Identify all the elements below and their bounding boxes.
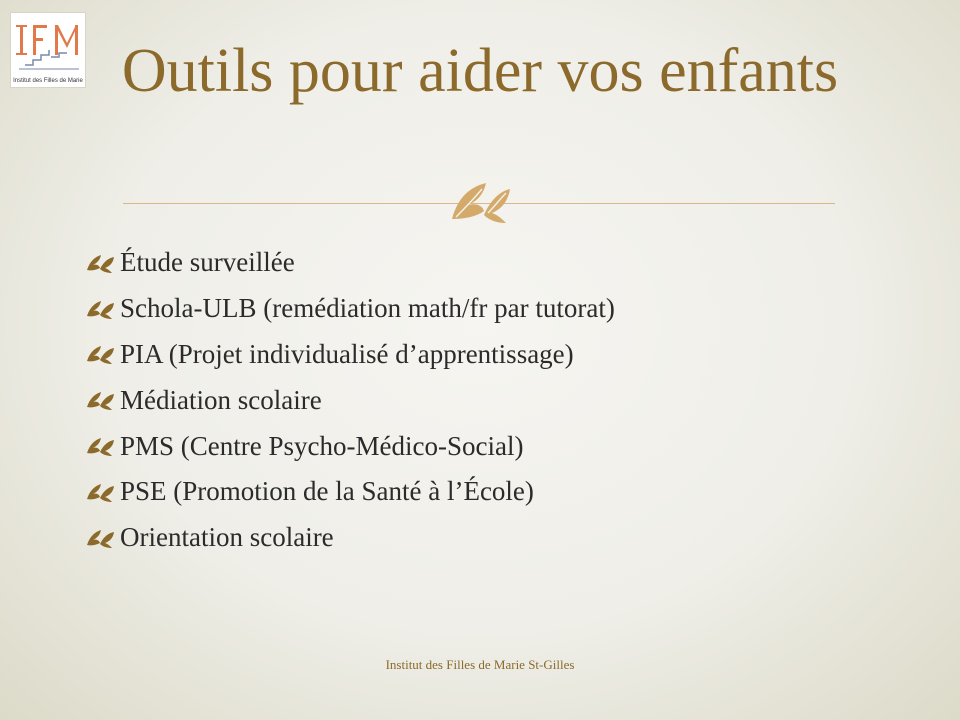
- list-item: [84, 377, 884, 423]
- list-item: [84, 240, 884, 286]
- ifm-logo-icon: [11, 13, 87, 75]
- leaf-bullet-icon: [84, 343, 118, 365]
- leaf-bullet-icon: [84, 298, 118, 320]
- list-item-label: PIA (Projet individualisé d’apprentissage): [120, 338, 574, 369]
- list-item: [84, 423, 884, 469]
- list-item: [84, 515, 884, 561]
- slide-footer: Institut des Filles de Marie St-Gilles: [385, 657, 575, 672]
- leaf-bullet-icon: [84, 435, 118, 457]
- leaf-bullet-icon: [84, 481, 118, 503]
- logo-caption: Institut des Filles de Marie: [13, 78, 83, 84]
- list-item-label: PMS (Centre Psycho-Médico-Social): [120, 430, 524, 461]
- list-item-label: Étude surveillée: [120, 247, 295, 278]
- list-item-label: Schola-ULB (remédiation math/fr par tutorat): [120, 293, 615, 324]
- list-item-label: PSE (Promotion de la Santé à l’École): [120, 476, 534, 507]
- slide-title: Outils pour aider vos enfants: [121, 37, 839, 105]
- list-item-label: Médiation scolaire: [120, 384, 322, 415]
- list-item-label: Orientation scolaire: [120, 522, 334, 553]
- list-item: [84, 469, 884, 515]
- list-item: [84, 332, 884, 378]
- tool-list: [84, 240, 884, 561]
- leaf-bullet-icon: [84, 527, 118, 549]
- leaf-bullet-icon: [84, 252, 118, 274]
- list-item: [84, 286, 884, 332]
- school-logo: [10, 12, 86, 88]
- leaf-ornament-icon: [446, 175, 514, 227]
- leaf-bullet-icon: [84, 389, 118, 411]
